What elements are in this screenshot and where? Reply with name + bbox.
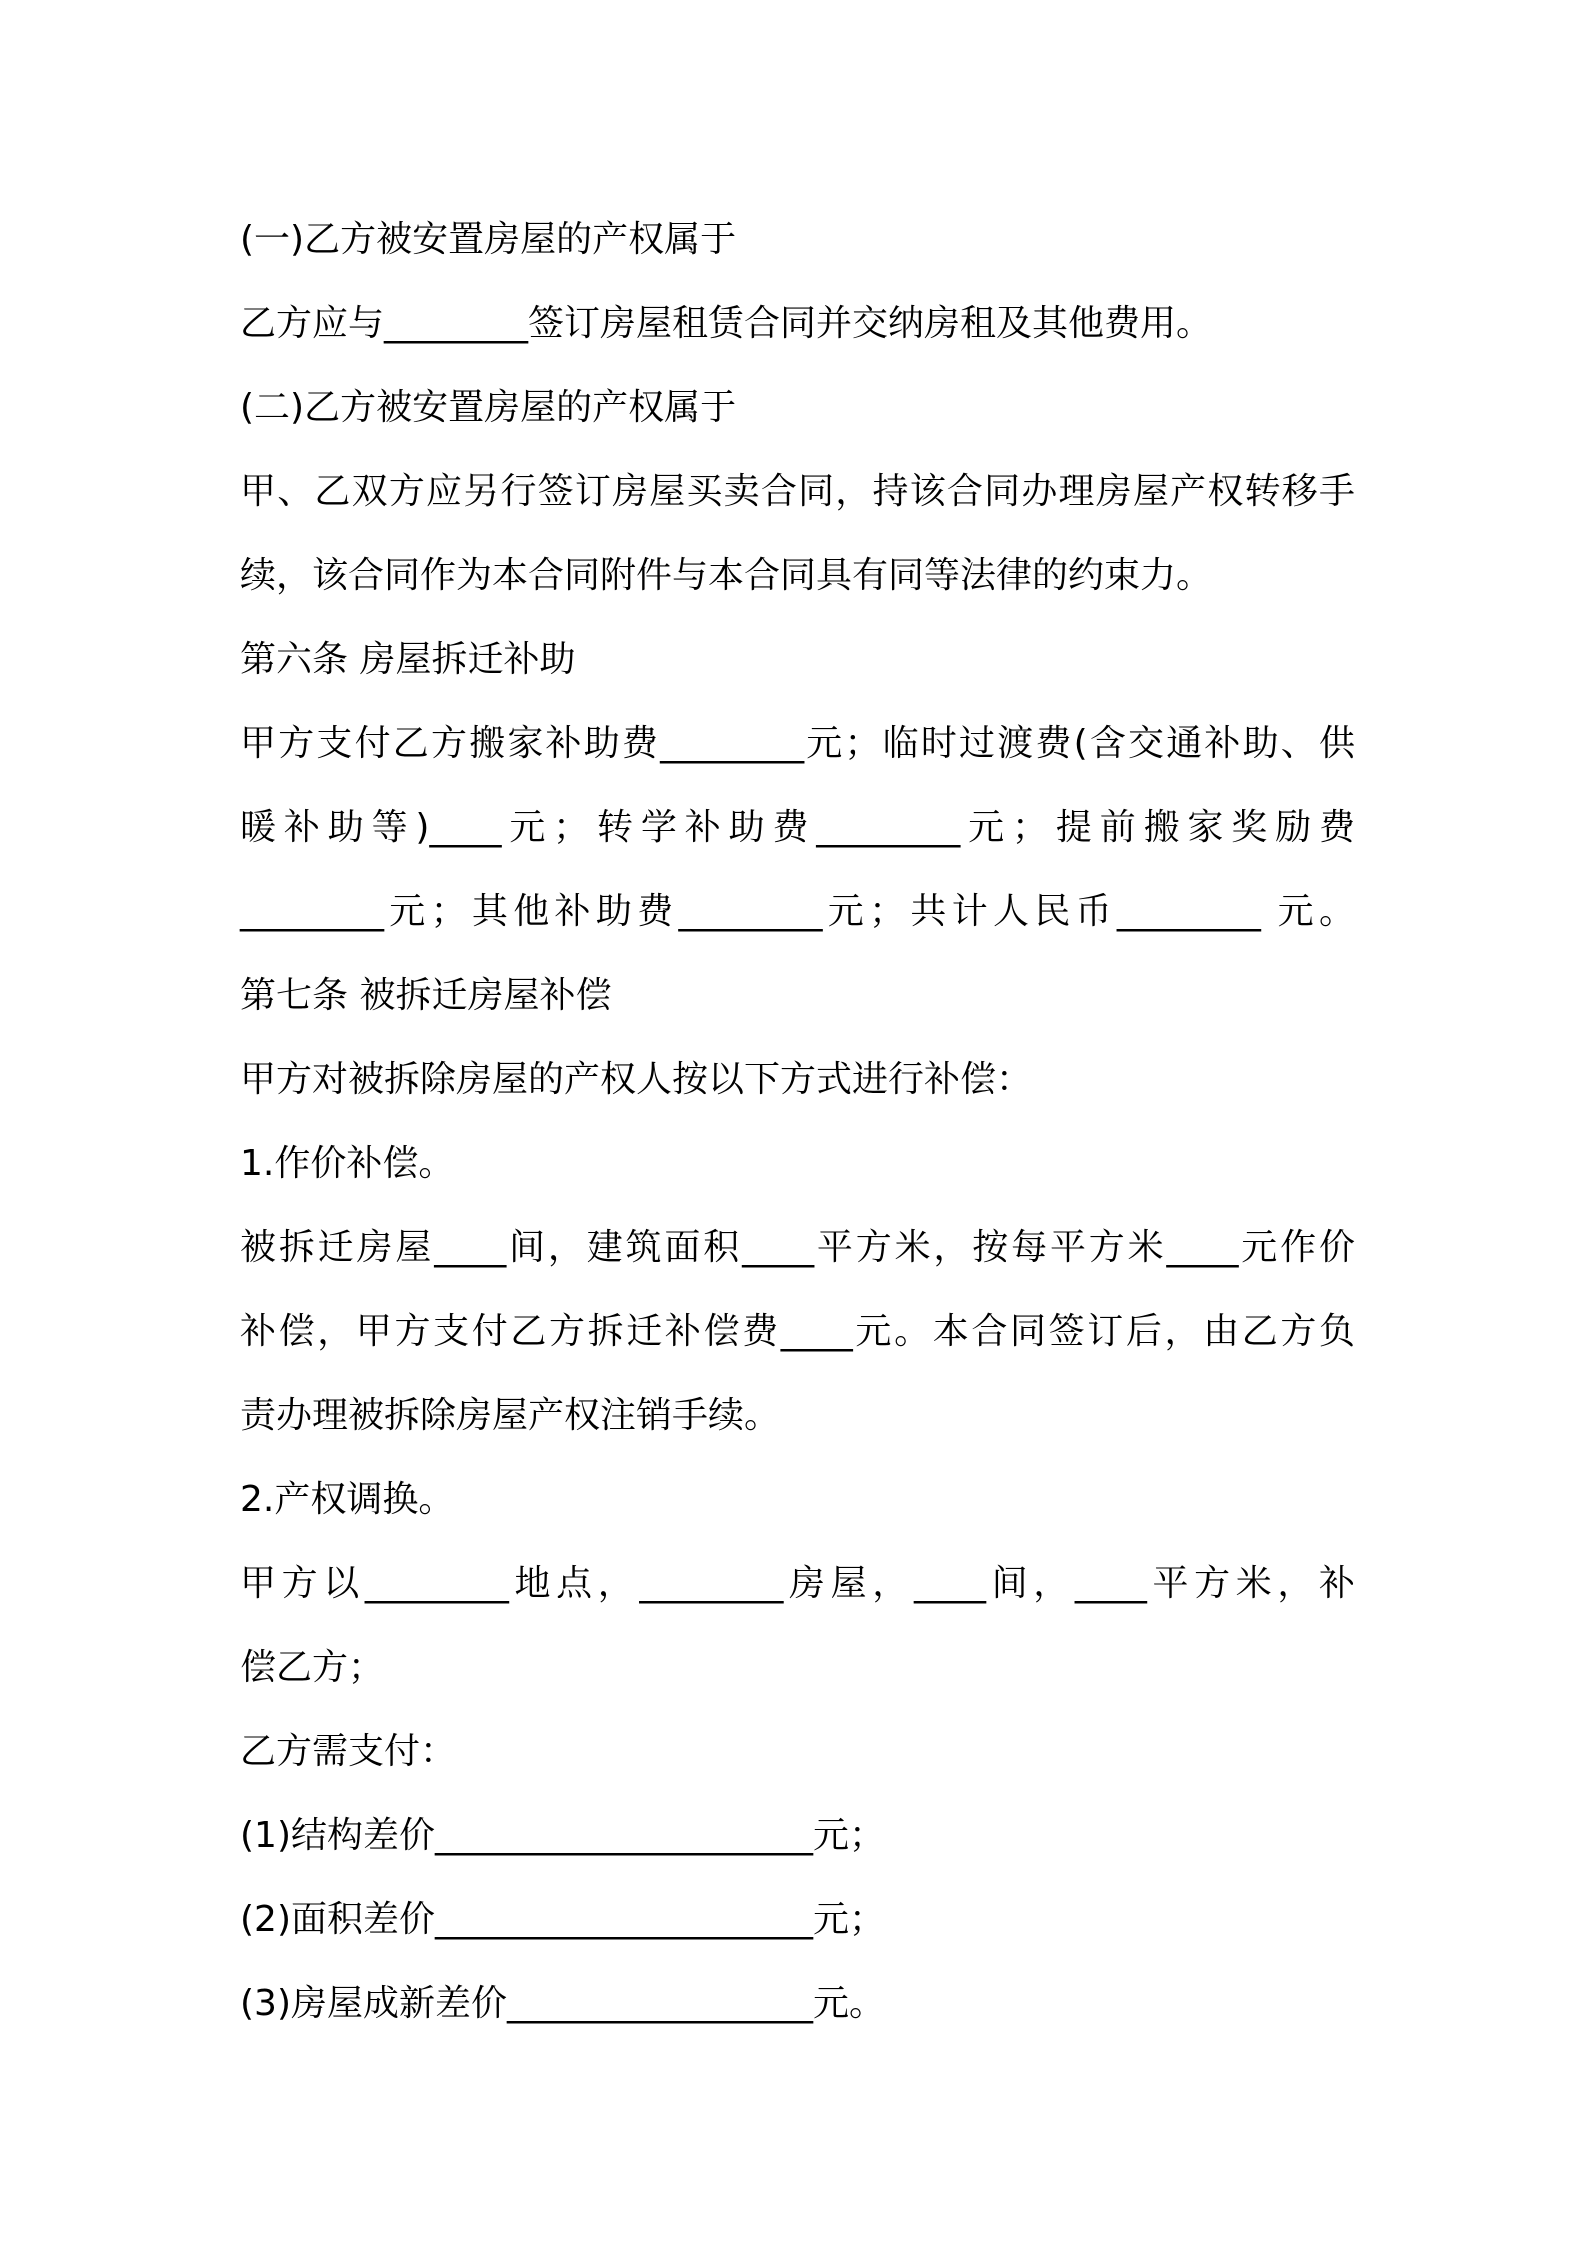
clause-line: 甲方以________地点，________房屋，____间，____平方米，补 [240,1563,1355,1604]
clause-line: 乙方应与________签订房屋租赁合同并交纳房租及其他费用。 [240,303,1213,344]
clause-line: (3)房屋成新差价_________________元。 [240,1983,885,2024]
clause-line: 2.产权调换。 [240,1479,455,1520]
clause-line: 暖补助等)____元；转学补助费________元；提前搬家奖励费 [240,807,1355,848]
clause-line: 被拆迁房屋____间，建筑面积____平方米，按每平方米____元作价 [240,1227,1355,1268]
clause-line: (1)结构差价_____________________元； [240,1815,885,1856]
clause-line: 1.作价补偿。 [240,1143,455,1184]
section-heading: 第六条 房屋拆迁补助 [240,639,576,680]
clause-line: 甲方支付乙方搬家补助费________元；临时过渡费(含交通补助、供 [240,723,1355,764]
clause-line: 补偿，甲方支付乙方拆迁补偿费____元。本合同签订后，由乙方负 [240,1311,1355,1352]
clause-line: 甲、乙双方应另行签订房屋买卖合同，持该合同办理房屋产权转移手 [240,471,1355,512]
clause-line: 续，该合同作为本合同附件与本合同具有同等法律的约束力。 [240,555,1213,596]
section-heading: 第七条 被拆迁房屋补偿 [240,975,612,1016]
clause-line: 乙方需支付： [240,1731,457,1772]
clause-line: (2)面积差价_____________________元； [240,1899,885,1940]
clause-line: (一)乙方被安置房屋的产权属于 [240,219,737,260]
clause-line: 偿乙方； [240,1647,385,1688]
clause-line: ________元；其他补助费________元；共计人民币________ 元。 [240,891,1355,932]
clause-line: 甲方对被拆除房屋的产权人按以下方式进行补偿： [240,1059,1033,1100]
contract-body [240,198,1355,2046]
clause-line: (二)乙方被安置房屋的产权属于 [240,387,737,428]
clause-line: 责办理被拆除房屋产权注销手续。 [240,1395,781,1436]
